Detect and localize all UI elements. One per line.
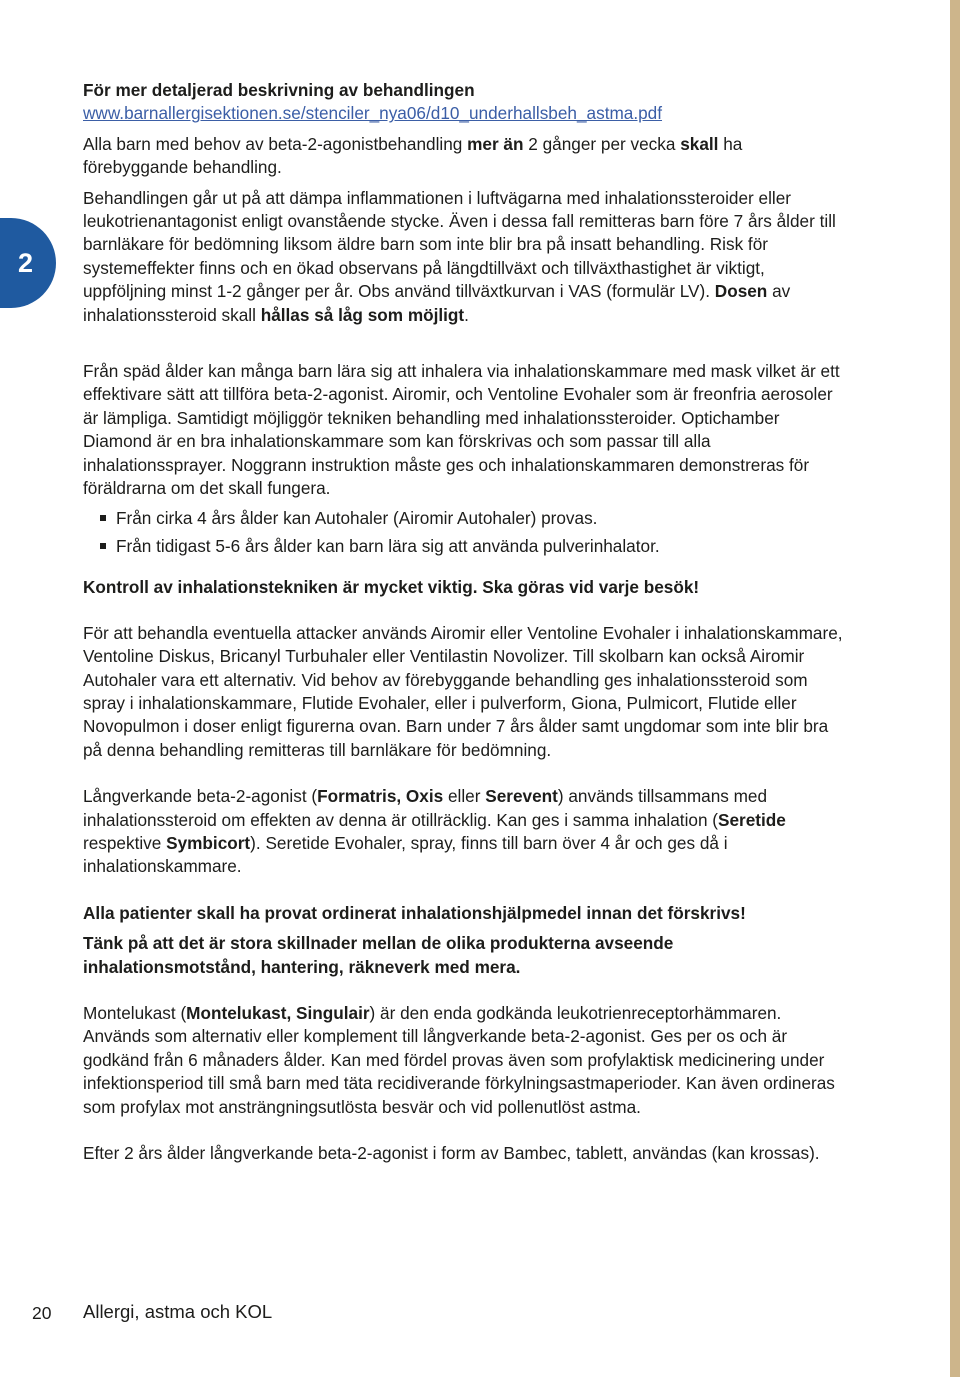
page-edge-bar (950, 0, 960, 1377)
page-number: 20 (32, 1303, 52, 1323)
footer-title: Allergi, astma och KOL (83, 1301, 273, 1322)
chapter-number: 2 (18, 248, 34, 278)
paragraph-montelukast: Montelukast (Montelukast, Singulair) är den enda godkända leukotrienreceptorhämmaren. Används som alternativ eller komplement till långverkande beta-2-agonist. Ges per os och är godkänd från 6 månaders ålder. Kan med fördel provas även som profylaktisk medicinering under infektionsperiod till små barn med täta recidiverande förkylningsastmaperioder. Kan även ordineras som profylax mot ansträngningsutlösta besvär och vid pollenutlöst astma. (83, 1003, 835, 1117)
bold-note-differences: Tänk på att det är stora skillnader mellan de olika produkterna avseende inhalationsmotstånd, hantering, räkneverk med mera. (83, 933, 674, 977)
paragraph-bambec: Efter 2 års ålder långverkande beta-2-agonist i form av Bambec, tablett, användas (kan krossas). (83, 1143, 820, 1164)
paragraph-treatment: Behandlingen går ut på att dämpa inflammationen i luftvägarna med inhalationssteroider eller leukotrienantagonist enligt ovanstående stycke. Även i dessa fall remitteras barn före 7 års ålder till barnläkare för bedömning liksom äldre barn som inte blir bra på insatt behandling. Risk för systemeffekter finns och en ökad observans på längdtillväxt och tillväxthastighet är viktigt, uppföljning minst 1-2 gånger per år. Obs använd tillväxtkurvan i VAS (formulär LV). Dosen av inhalationssteroid skall hållas så låg som möjligt. (83, 187, 836, 325)
bold-note-device: Alla patienter skall ha provat ordinerat inhalationshjälpmedel innan det förskrivs! (83, 902, 746, 923)
bold-note-technique: Kontroll av inhalationstekniken är mycket viktig. Ska göras vid varje besök! (83, 577, 700, 598)
intro-heading: För mer detaljerad beskrivning av behandlingen (83, 80, 475, 100)
chapter-tab (0, 218, 56, 308)
intro-link-line (83, 102, 843, 125)
bullet-list (83, 507, 843, 559)
list-item: Från tidigast 5-6 års ålder kan barn lära sig att använda pulverinhalator. (83, 535, 843, 558)
treatment-link[interactable]: www.barnallergisektionen.se/stenciler_nya06/d10_underhallsbeh_astma.pdf (83, 103, 663, 124)
paragraph-inhalation-chamber: Från späd ålder kan många barn lära sig att inhalera via inhalationskammare med mask vilket är ett effektivare sätt att tillföra beta-2-agonist. Airomir, och Ventoline Evohaler som är freonfria aerosoler är lämpliga. Samtidigt möjliggör tekniken behandling med inhalationssteroider. Optichamber Diamond är en bra inhalationskammare som kan förskrivas och som passar till alla inhalationssprayer. Noggrann instruktion måste ges och inhalationskammaren demonstreras för föräldrarna om det skall fungera. (83, 361, 840, 499)
paragraph-attacks: För att behandla eventuella attacker används Airomir eller Ventoline Evohaler i inhalationskammare, Ventoline Diskus, Bricanyl Turbuhaler eller Ventilastin Novolizer. Till skolbarn kan också Airomir Autohaler vara ett alternativ. Vid behov av förebyggande behandling ges inhalationssteroid som spray i inhalationskammare, Flutide Evohaler, eller i pulverform, Giona, Pulmicort, Flutide eller Novopulmon i doser enligt figurerna ovan. Barn under 7 års ålder samt ungdomar som inte blir bra på denna behandling remitteras till barnläkare för bedömning. (83, 622, 843, 760)
list-item: Från cirka 4 års ålder kan Autohaler (Airomir Autohaler) provas. (83, 507, 843, 530)
paragraph-beta2-criteria: Alla barn med behov av beta-2-agonistbehandling mer än 2 gånger per vecka skall ha förebyggande behandling. (83, 133, 743, 178)
main-content (83, 79, 843, 1165)
paragraph-long-acting: Långverkande beta-2-agonist (Formatris, Oxis eller Serevent) används tillsammans med inhalationssteroid om effekten av denna är otillräcklig. Kan ges i samma inhalation (Seretide respektive Symbicort). Seretide Evohaler, spray, finns till barn över 4 år och ges då i inhalationskammare. (83, 786, 786, 877)
